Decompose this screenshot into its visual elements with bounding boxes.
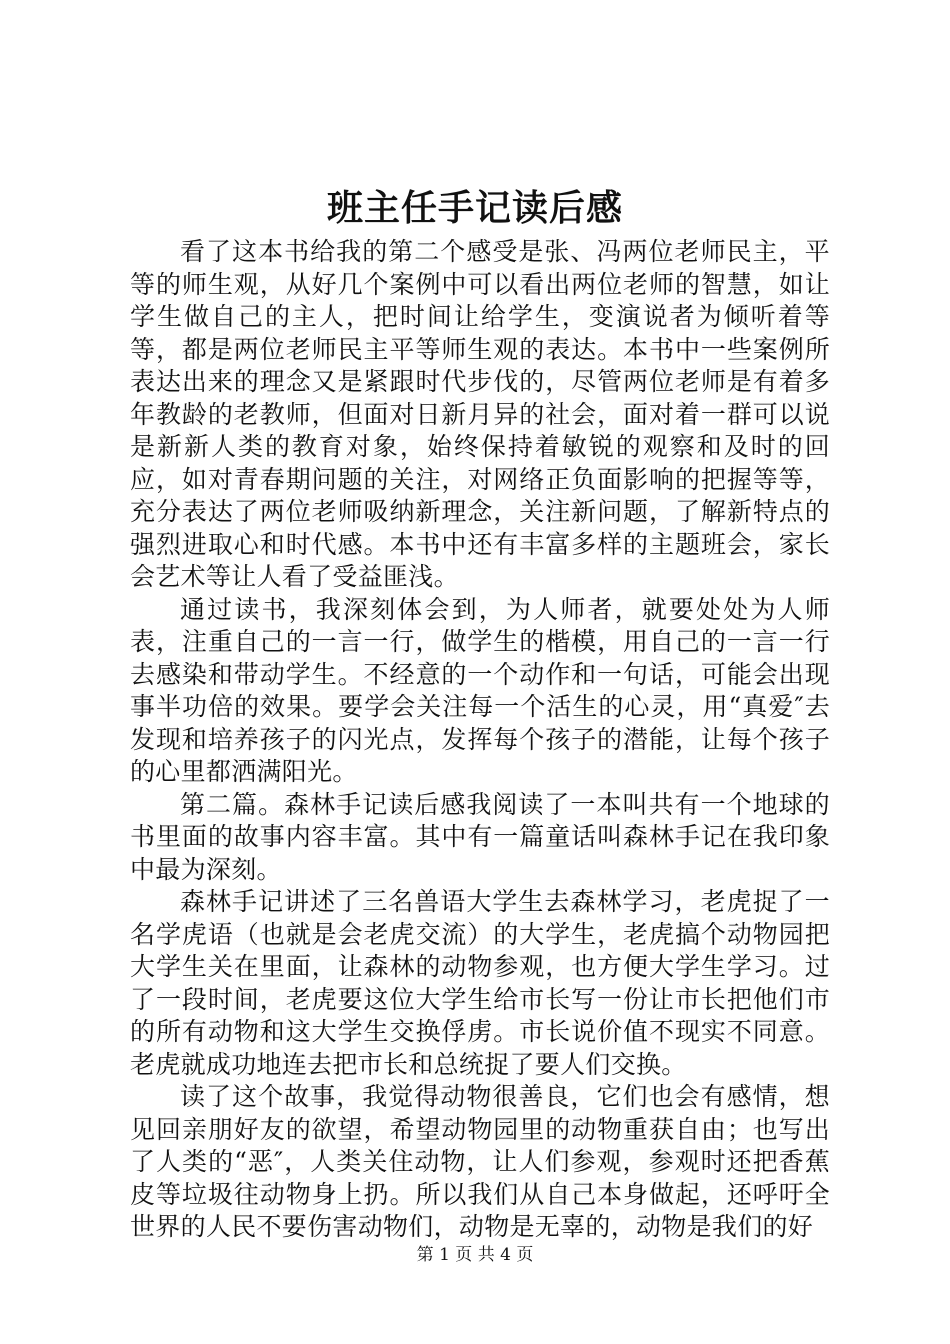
paragraph: 第二篇。森林手记读后感我阅读了一本叫共有一个地球的书里面的故事内容丰富。其中有一篇童话叫森林手记在我印象中最为深刻。 xyxy=(130,789,830,884)
page-number-footer: 第 1 页 共 4 页 xyxy=(416,1245,534,1265)
paragraph: 通过读书，我深刻体会到，为人师者，就要处处为人师表，注重自己的一言一行，做学生的楷模，用自己的一言一行去感染和带动学生。不经意的一个动作和一句话，可能会出现事半功倍的效果。要学会关注每一个活生的心灵，用“真爱″去发现和培养孩子的闪光点，发挥每个孩子的潜能，让每个孩子的心里都洒满阳光。 xyxy=(130,594,830,786)
document-title: 班主任手记读后感 xyxy=(326,187,623,229)
paragraph: 看了这本书给我的第二个感受是张、冯两位老师民主，平等的师生观，从好几个案例中可以看出两位老师的智慧，如让学生做自己的主人，把时间让给学生，变演说者为倾听着等等，都是两位老师民主平等师生观的表达。本书中一些案例所表达出来的理念又是紧跟时代步伐的，尽管两位老师是有着多年教龄的老教师，但面对日新月异的社会，面对着一群可以说是新新人类的教育对象，始终保持着敏锐的观察和及时的回应，如对青春期问题的关注，对网络正负面影响的把握等等，充分表达了两位老师吸纳新理念，关注新问题，了解新特点的强烈进取心和时代感。本书中还有丰富多样的主题班会，家长会艺术等让人看了受益匪浅。 xyxy=(130,237,830,591)
document-body xyxy=(130,236,830,1244)
paragraph: 森林手记讲述了三名兽语大学生去森林学习，老虎捉了一名学虎语（也就是会老虎交流）的大学生，老虎搞个动物园把大学生关在里面，让森林的动物参观，也方便大学生学习。过了一段时间，老虎要这位大学生给市长写一份让市长把他们市的所有动物和这大学生交换俘虏。市长说价值不现实不同意。老虎就成功地连去把市长和总统捉了要人们交换。 xyxy=(130,887,830,1079)
paragraph: 读了这个故事，我觉得动物很善良，它们也会有感情，想见回亲朋好友的欲望，希望动物园里的动物重获自由；也写出了人类的“恶″，人类关住动物，让人们参观，参观时还把香蕉皮等垃圾往动物身上扔。所以我们从自己本身做起，还呼吁全世界的人民不要伤害动物们，动物是无辜的，动物是我们的好 xyxy=(130,1082,830,1241)
